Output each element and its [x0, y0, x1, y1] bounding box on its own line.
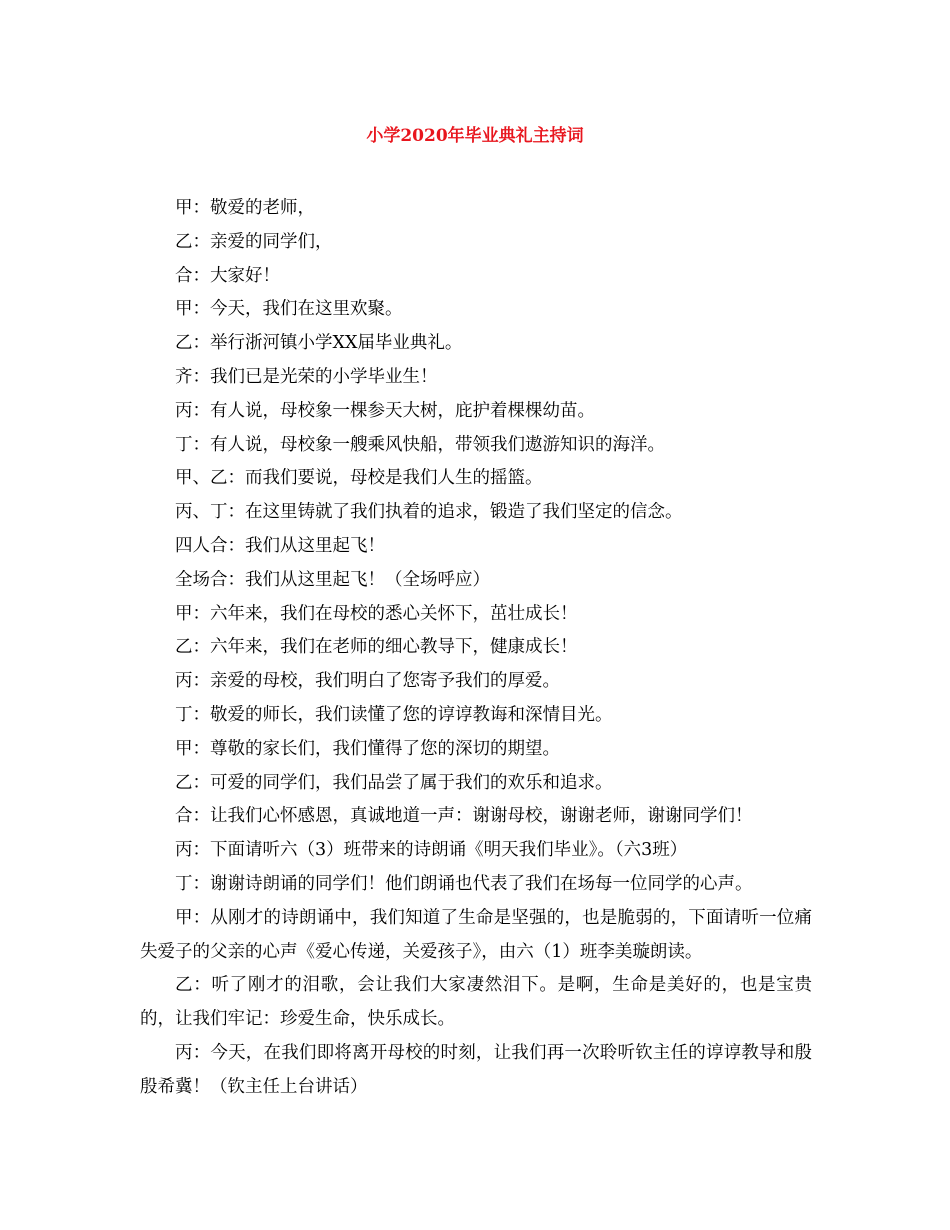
paragraph: 全场合：我们从这里起飞！（全场呼应） — [175, 569, 490, 590]
paragraph: 丙：今天，在我们即将离开母校的时刻，让我们再一次聆听钦主任的谆谆教导和殷殷希冀！（钦主任上台讲话） — [140, 1042, 812, 1097]
paragraph: 甲：从刚才的诗朗诵中，我们知道了生命是坚强的，也是脆弱的，下面请听一位痛失爱子的父亲的心声《爱心传递，关爱孩子》，由六（1）班李美璇朗读。 — [140, 907, 812, 962]
paragraph: 甲：六年来，我们在母校的悉心关怀下，茁壮成长！ — [175, 603, 578, 624]
paragraph: 丙：下面请听六（3）班带来的诗朗诵《明天我们毕业》。（六3班） — [175, 840, 688, 861]
paragraph: 齐：我们已是光荣的小学毕业生！ — [175, 366, 438, 387]
paragraph: 合：让我们心怀感恩，真诚地道一声：谢谢母校，谢谢老师，谢谢同学们！ — [175, 806, 753, 827]
paragraph: 乙：亲爱的同学们， — [175, 231, 333, 252]
paragraph: 丙：亲爱的母校，我们明白了您寄予我们的厚爱。 — [175, 671, 560, 692]
paragraph: 丙：有人说，母校象一棵参天大树，庇护着棵棵幼苗。 — [175, 400, 595, 421]
paragraph: 乙：六年来，我们在老师的细心教导下，健康成长！ — [175, 637, 578, 658]
paragraph: 丁：谢谢诗朗诵的同学们！他们朗诵也代表了我们在场每一位同学的心声。 — [175, 873, 753, 894]
paragraph: 甲：今天，我们在这里欢聚。 — [175, 299, 403, 320]
paragraph: 乙：举行浙河镇小学XX届毕业典礼。 — [175, 333, 463, 354]
paragraph: 丁：有人说，母校象一艘乘风快船，带领我们遨游知识的海洋。 — [175, 434, 665, 455]
paragraph: 合：大家好！ — [175, 265, 280, 286]
paragraph: 乙：听了刚才的泪歌，会让我们大家凄然泪下。是啊，生命是美好的，也是宝贵的，让我们牢记：珍爱生命，快乐成长。 — [140, 975, 812, 1030]
paragraph: 甲：敬爱的老师， — [175, 198, 315, 218]
document-title: 小学2020年毕业典礼主持词 — [366, 126, 584, 146]
paragraph: 甲、乙：而我们要说，母校是我们人生的摇篮。 — [175, 468, 543, 489]
document-body — [140, 192, 812, 1105]
paragraph: 丙、丁：在这里铸就了我们执着的追求，锻造了我们坚定的信念。 — [175, 502, 683, 523]
paragraph: 乙：可爱的同学们，我们品尝了属于我们的欢乐和追求。 — [175, 772, 613, 793]
paragraph: 甲：尊敬的家长们，我们懂得了您的深切的期望。 — [175, 738, 560, 759]
paragraph: 丁：敬爱的师长，我们读懂了您的谆谆教诲和深情目光。 — [175, 704, 613, 725]
paragraph: 四人合：我们从这里起飞！ — [175, 535, 385, 556]
